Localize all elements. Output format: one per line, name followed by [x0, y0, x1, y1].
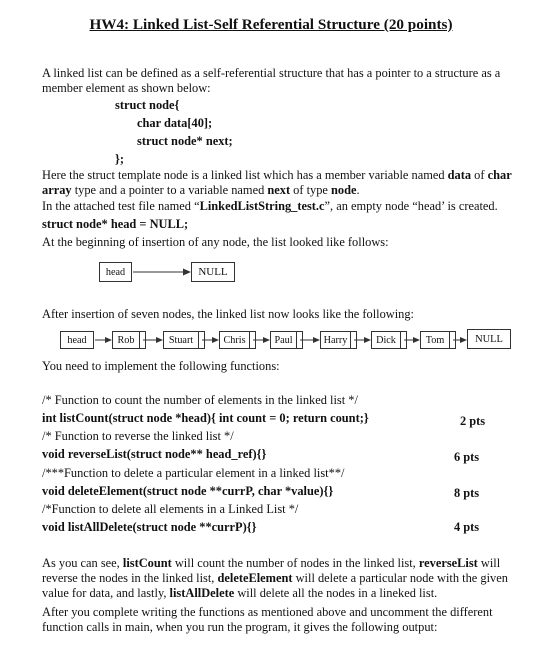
paragraph-line: You need to implement the following functions:	[42, 359, 280, 373]
node-label: Dick	[376, 334, 396, 346]
paragraph-line: function calls in main, when you run the program, it gives the following output:	[42, 620, 438, 634]
node-label: Tom	[425, 334, 445, 346]
struct-code-line: char data[40];	[137, 116, 213, 130]
paragraph-line: After you complete writing the functions as mentioned above and uncomment the different	[42, 605, 493, 619]
node-label: Paul	[274, 334, 293, 346]
points-label: 6 pts	[454, 450, 480, 464]
node-label: Chris	[223, 334, 246, 346]
paragraph-line: Here the struct template node is a linked list which has a member variable named data of char	[42, 168, 512, 182]
code-comment: /*Function to delete all elements in a Linked List */	[42, 502, 299, 516]
intro-line-1: A linked list can be defined as a self-referential structure that has a pointer to a structure as a	[42, 66, 501, 80]
head-box: head	[60, 331, 94, 349]
function-signature: void listAllDelete(struct node **currP){}	[42, 520, 257, 534]
function-signature: int listCount(struct node *head){ int count = 0; return count;}	[42, 411, 369, 425]
code-comment: /***Function to delete a particular element in a linked list**/	[42, 466, 345, 480]
paragraph-line: array type and a pointer to a variable named next of type node.	[42, 183, 360, 197]
function-signature: void deleteElement(struct node **currP, char *value){}	[42, 484, 334, 498]
code-comment: /* Function to count the number of elements in the linked list */	[42, 393, 358, 407]
page-title: HW4: Linked List-Self Referential Structure (20 points)	[89, 16, 453, 33]
paragraph-line: value for data, and lastly, listAllDelete will delete all the nodes in a lineked list.	[42, 586, 438, 600]
node-label: Harry	[323, 334, 348, 346]
paragraph-line: In the attached test file named “LinkedListString_test.c”, an empty node “head’ is created.	[42, 199, 498, 213]
paragraph-line: As you can see, listCount will count the number of nodes in the linked list, reverseList will	[42, 556, 501, 570]
node-label: Stuart	[168, 334, 194, 346]
null-box: NULL	[467, 329, 511, 349]
points-label: 8 pts	[454, 486, 480, 500]
paragraph-line: At the beginning of insertion of any node, the list looked like follows:	[42, 235, 389, 249]
struct-code-line: struct node* next;	[137, 134, 233, 148]
points-label: 2 pts	[460, 414, 486, 428]
head-box: head	[99, 262, 132, 282]
struct-code-line: };	[115, 152, 125, 166]
struct-code-line: struct node{	[115, 98, 180, 112]
head-declaration: struct node* head = NULL;	[42, 217, 189, 231]
points-label: 4 pts	[454, 520, 480, 534]
function-signature: void reverseList(struct node** head_ref){}	[42, 447, 267, 461]
node-label: Rob	[117, 334, 135, 346]
paragraph-line: After insertion of seven nodes, the linked list now looks like the following:	[42, 307, 415, 321]
intro-line-2: member element as shown below:	[42, 81, 211, 95]
null-box: NULL	[191, 262, 235, 282]
code-comment: /* Function to reverse the linked list */	[42, 429, 234, 443]
paragraph-line: reverse the nodes in the linked list, deleteElement will delete a particular node with the given	[42, 571, 508, 585]
